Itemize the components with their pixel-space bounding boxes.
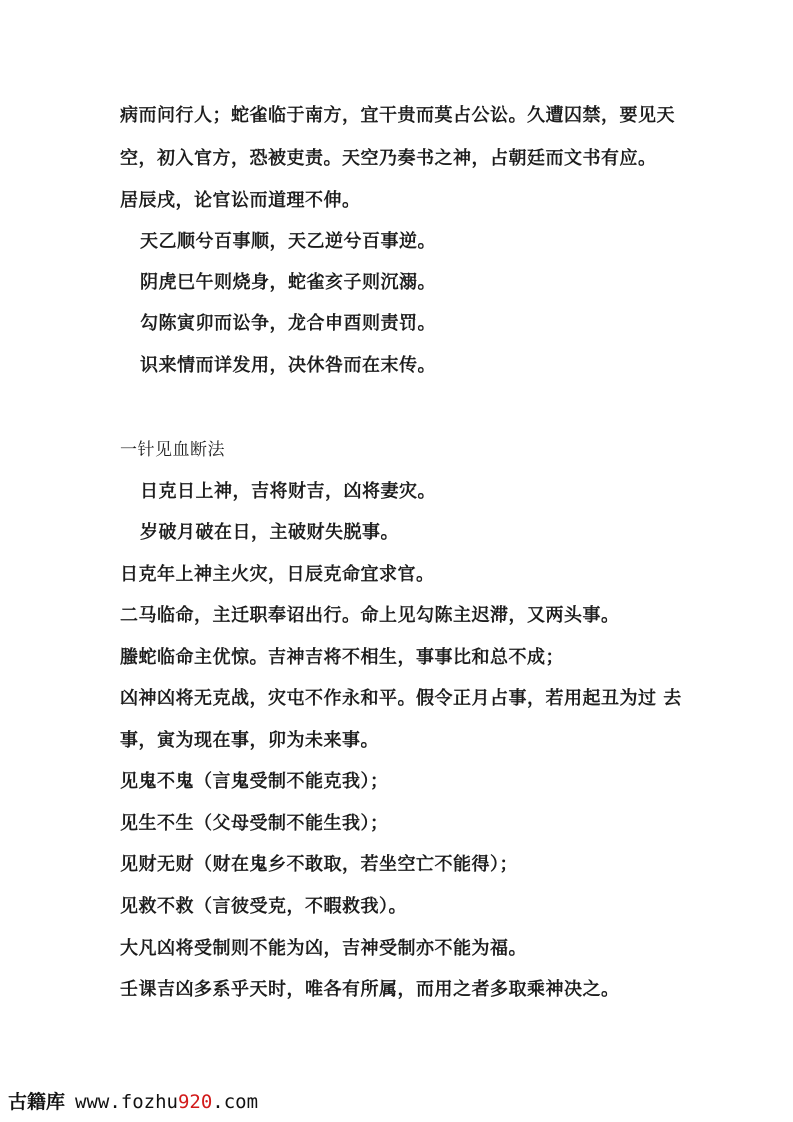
text-line-5: 阴虎巳午则烧身，蛇雀亥子则沉溺。 (140, 272, 436, 293)
footer-url-suffix: .com (212, 1091, 259, 1113)
footer-watermark (8, 1090, 258, 1114)
text-line-18: 见救不救（言彼受克，不暇救我）。 (120, 896, 407, 917)
text-line-9: 岁破月破在日，主破财失脱事。 (140, 522, 399, 543)
text-line-7: 识来情而详发用，决休咎而在末传。 (140, 355, 436, 376)
text-line-10: 日克年上神主火灾，日辰克命宜求官。 (120, 564, 435, 585)
text-line-2: 空，初入官方，恐被吏责。天空乃奏书之神，占朝廷而文书有应。 (120, 148, 657, 169)
text-line-1: 病而问行人；蛇雀临于南方，宜干贵而莫占公讼。久遭囚禁，要见天 (120, 105, 675, 126)
text-line-16: 见生不生（父母受制不能生我）； (120, 813, 389, 834)
footer-url-prefix: www.fozhu (75, 1091, 178, 1113)
text-line-8: 日克日上神，吉将财吉，凶将妻灾。 (140, 481, 436, 502)
footer-url-number: 920 (177, 1091, 213, 1113)
text-line-17: 见财无财（财在鬼乡不敢取，若坐空亡不能得）； (120, 854, 518, 875)
text-line-20: 壬课吉凶多系乎天时，唯各有所属，而用之者多取乘神决之。 (120, 979, 620, 1000)
text-line-19: 大凡凶将受制则不能为凶，吉神受制亦不能为福。 (120, 938, 527, 959)
text-line-12: 螣蛇临命主优惊。吉神吉将不相生，事事比和总不成； (120, 647, 564, 668)
text-line-3: 居辰戌，论官讼而道理不伸。 (120, 190, 361, 211)
footer-brand: 古籍库 (8, 1091, 66, 1113)
text-line-15: 见鬼不鬼（言鬼受制不能克我）； (120, 771, 389, 792)
text-line-14: 事，寅为现在事，卯为未来事。 (120, 730, 379, 751)
text-line-13: 凶神凶将无克战，灾屯不作永和平。假令正月占事，若用起丑为过 去 (120, 688, 682, 709)
footer-url[interactable] (75, 1091, 258, 1113)
text-line-6: 勾陈寅卯而讼争，龙合申酉则责罚。 (140, 313, 436, 334)
text-line-11: 二马临命，主迁职奉诏出行。命上见勾陈主迟滞，又两头事。 (120, 605, 620, 626)
section-heading: 一针见血断法 (120, 440, 225, 460)
text-line-4: 天乙顺兮百事顺，天乙逆兮百事逆。 (140, 231, 436, 252)
